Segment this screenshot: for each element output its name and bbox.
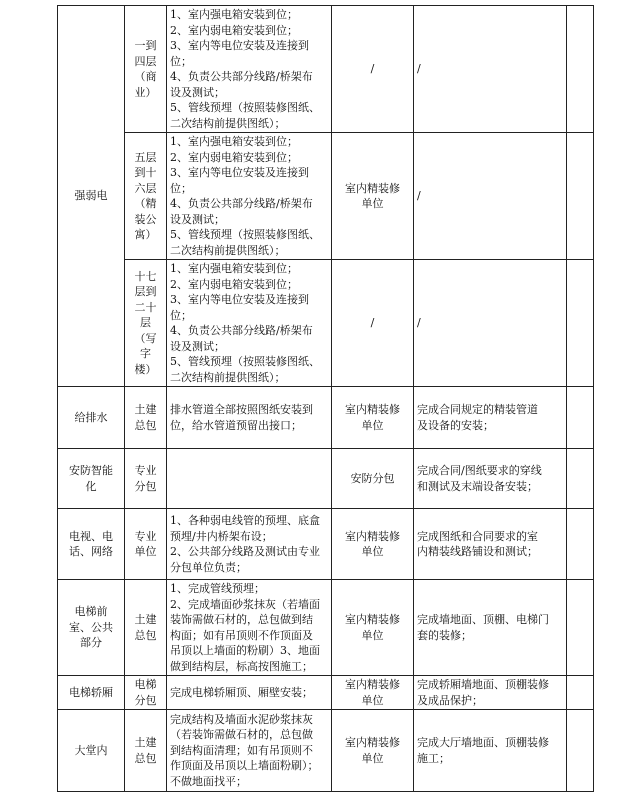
table-row — [58, 6, 594, 133]
scope2-cell: 完成大厅墙地面、顶棚装修 施工； — [414, 710, 567, 792]
scope-cell: 1、室内强电箱安装到位； 2、室内弱电箱安装到位； 3、室内等电位安装及连接到 位； 4、负责公共部分线路/桥架布 设及测试； 5、管线预埋（按照装修图纸、 二次结构前提供图纸）； — [167, 133, 332, 260]
scope-cell: 1、完成管线预埋； 2、完成墙面砂浆抹灰（若墙面 装饰需做石材的，总包做到结 构面；如有吊顶则不作顶面及 吊顶以上墙面的粉刷）3、地面 做到结构层，标高按图施工； — [167, 580, 332, 676]
blank-cell — [567, 710, 594, 792]
contractor-cell: 五层 到十 六层 （精 装公 寓） — [125, 133, 167, 260]
system-cell: 电视、电 话、网络 — [58, 509, 125, 580]
system-cell: 电梯前 室、公共 部分 — [58, 580, 125, 676]
blank-cell — [567, 449, 594, 509]
unit-cell: 室内精装修 单位 — [332, 133, 414, 260]
scope-cell — [167, 449, 332, 509]
unit-cell: 室内精装修 单位 — [332, 580, 414, 676]
scope2-cell: / — [414, 133, 567, 260]
scope-cell: 1、室内强电箱安装到位； 2、室内弱电箱安装到位； 3、室内等电位安装及连接到 位； 4、负责公共部分线路/桥架布 设及测试； 5、管线预埋（按照装修图纸、 二次结构前提供图纸）； — [167, 260, 332, 387]
contractor-cell: 专业 分包 — [125, 449, 167, 509]
contractor-cell: 十七 层到 二十 层 （写 字 楼） — [125, 260, 167, 387]
unit-cell: 室内精装修 单位 — [332, 387, 414, 449]
blank-cell — [567, 133, 594, 260]
scope2-cell: 完成轿厢墙地面、顶棚装修 及成品保护； — [414, 676, 567, 710]
system-cell: 安防智能 化 — [58, 449, 125, 509]
table-row — [58, 449, 594, 509]
system-cell: 强弱电 — [58, 6, 125, 387]
contractor-cell: 土建 总包 — [125, 710, 167, 792]
blank-cell — [567, 387, 594, 449]
scope2-cell: / — [414, 260, 567, 387]
contractor-cell: 土建 总包 — [125, 387, 167, 449]
scope2-cell: / — [414, 6, 567, 133]
scope2-cell: 完成合同/图纸要求的穿线 和测试及末端设备安装； — [414, 449, 567, 509]
contractor-cell: 土建 总包 — [125, 580, 167, 676]
scope2-cell: 完成图纸和合同要求的室 内精装线路铺设和测试； — [414, 509, 567, 580]
scope-cell: 完成结构及墙面水泥砂浆抹灰 （若装饰需做石材的，总包做 到结构面清理；如有吊顶则不 作顶面及吊顶以上墙面粉刷）； 不做地面找平； — [167, 710, 332, 792]
blank-cell — [567, 6, 594, 133]
system-cell: 电梯轿厢 — [58, 676, 125, 710]
unit-cell: / — [332, 260, 414, 387]
unit-cell: 室内精装修 单位 — [332, 676, 414, 710]
table-row — [58, 580, 594, 676]
system-cell: 给排水 — [58, 387, 125, 449]
blank-cell — [567, 509, 594, 580]
scope2-cell: 完成合同规定的精装管道 及设备的安装； — [414, 387, 567, 449]
scope-cell: 排水管道全部按照图纸安装到 位，给水管道预留出接口； — [167, 387, 332, 449]
table-row — [58, 509, 594, 580]
blank-cell — [567, 676, 594, 710]
scope-cell: 1、各种弱电线管的预埋、底盒 预埋/井内桥架布设； 2、公共部分线路及测试由专业 分包单位负责； — [167, 509, 332, 580]
contractor-cell: 一到 四层 （商 业） — [125, 6, 167, 133]
contractor-cell: 专业 单位 — [125, 509, 167, 580]
scope-cell: 完成电梯轿厢顶、厢壁安装； — [167, 676, 332, 710]
blank-cell — [567, 260, 594, 387]
unit-cell: 室内精装修 单位 — [332, 509, 414, 580]
scope2-cell: 完成墙地面、顶棚、电梯门 套的装修； — [414, 580, 567, 676]
contractor-cell: 电梯 分包 — [125, 676, 167, 710]
system-cell: 大堂内 — [58, 710, 125, 792]
table-row — [58, 387, 594, 449]
table-row — [58, 710, 594, 792]
table-row — [58, 260, 594, 387]
table-row — [58, 676, 594, 710]
work-division-table — [57, 5, 594, 792]
scope-cell: 1、室内强电箱安装到位； 2、室内弱电箱安装到位； 3、室内等电位安装及连接到 位； 4、负责公共部分线路/桥架布 设及测试； 5、管线预埋（按照装修图纸、 二次结构前提供图纸）； — [167, 6, 332, 133]
unit-cell: / — [332, 6, 414, 133]
unit-cell: 安防分包 — [332, 449, 414, 509]
unit-cell: 室内精装修 单位 — [332, 710, 414, 792]
table-row — [58, 133, 594, 260]
blank-cell — [567, 580, 594, 676]
